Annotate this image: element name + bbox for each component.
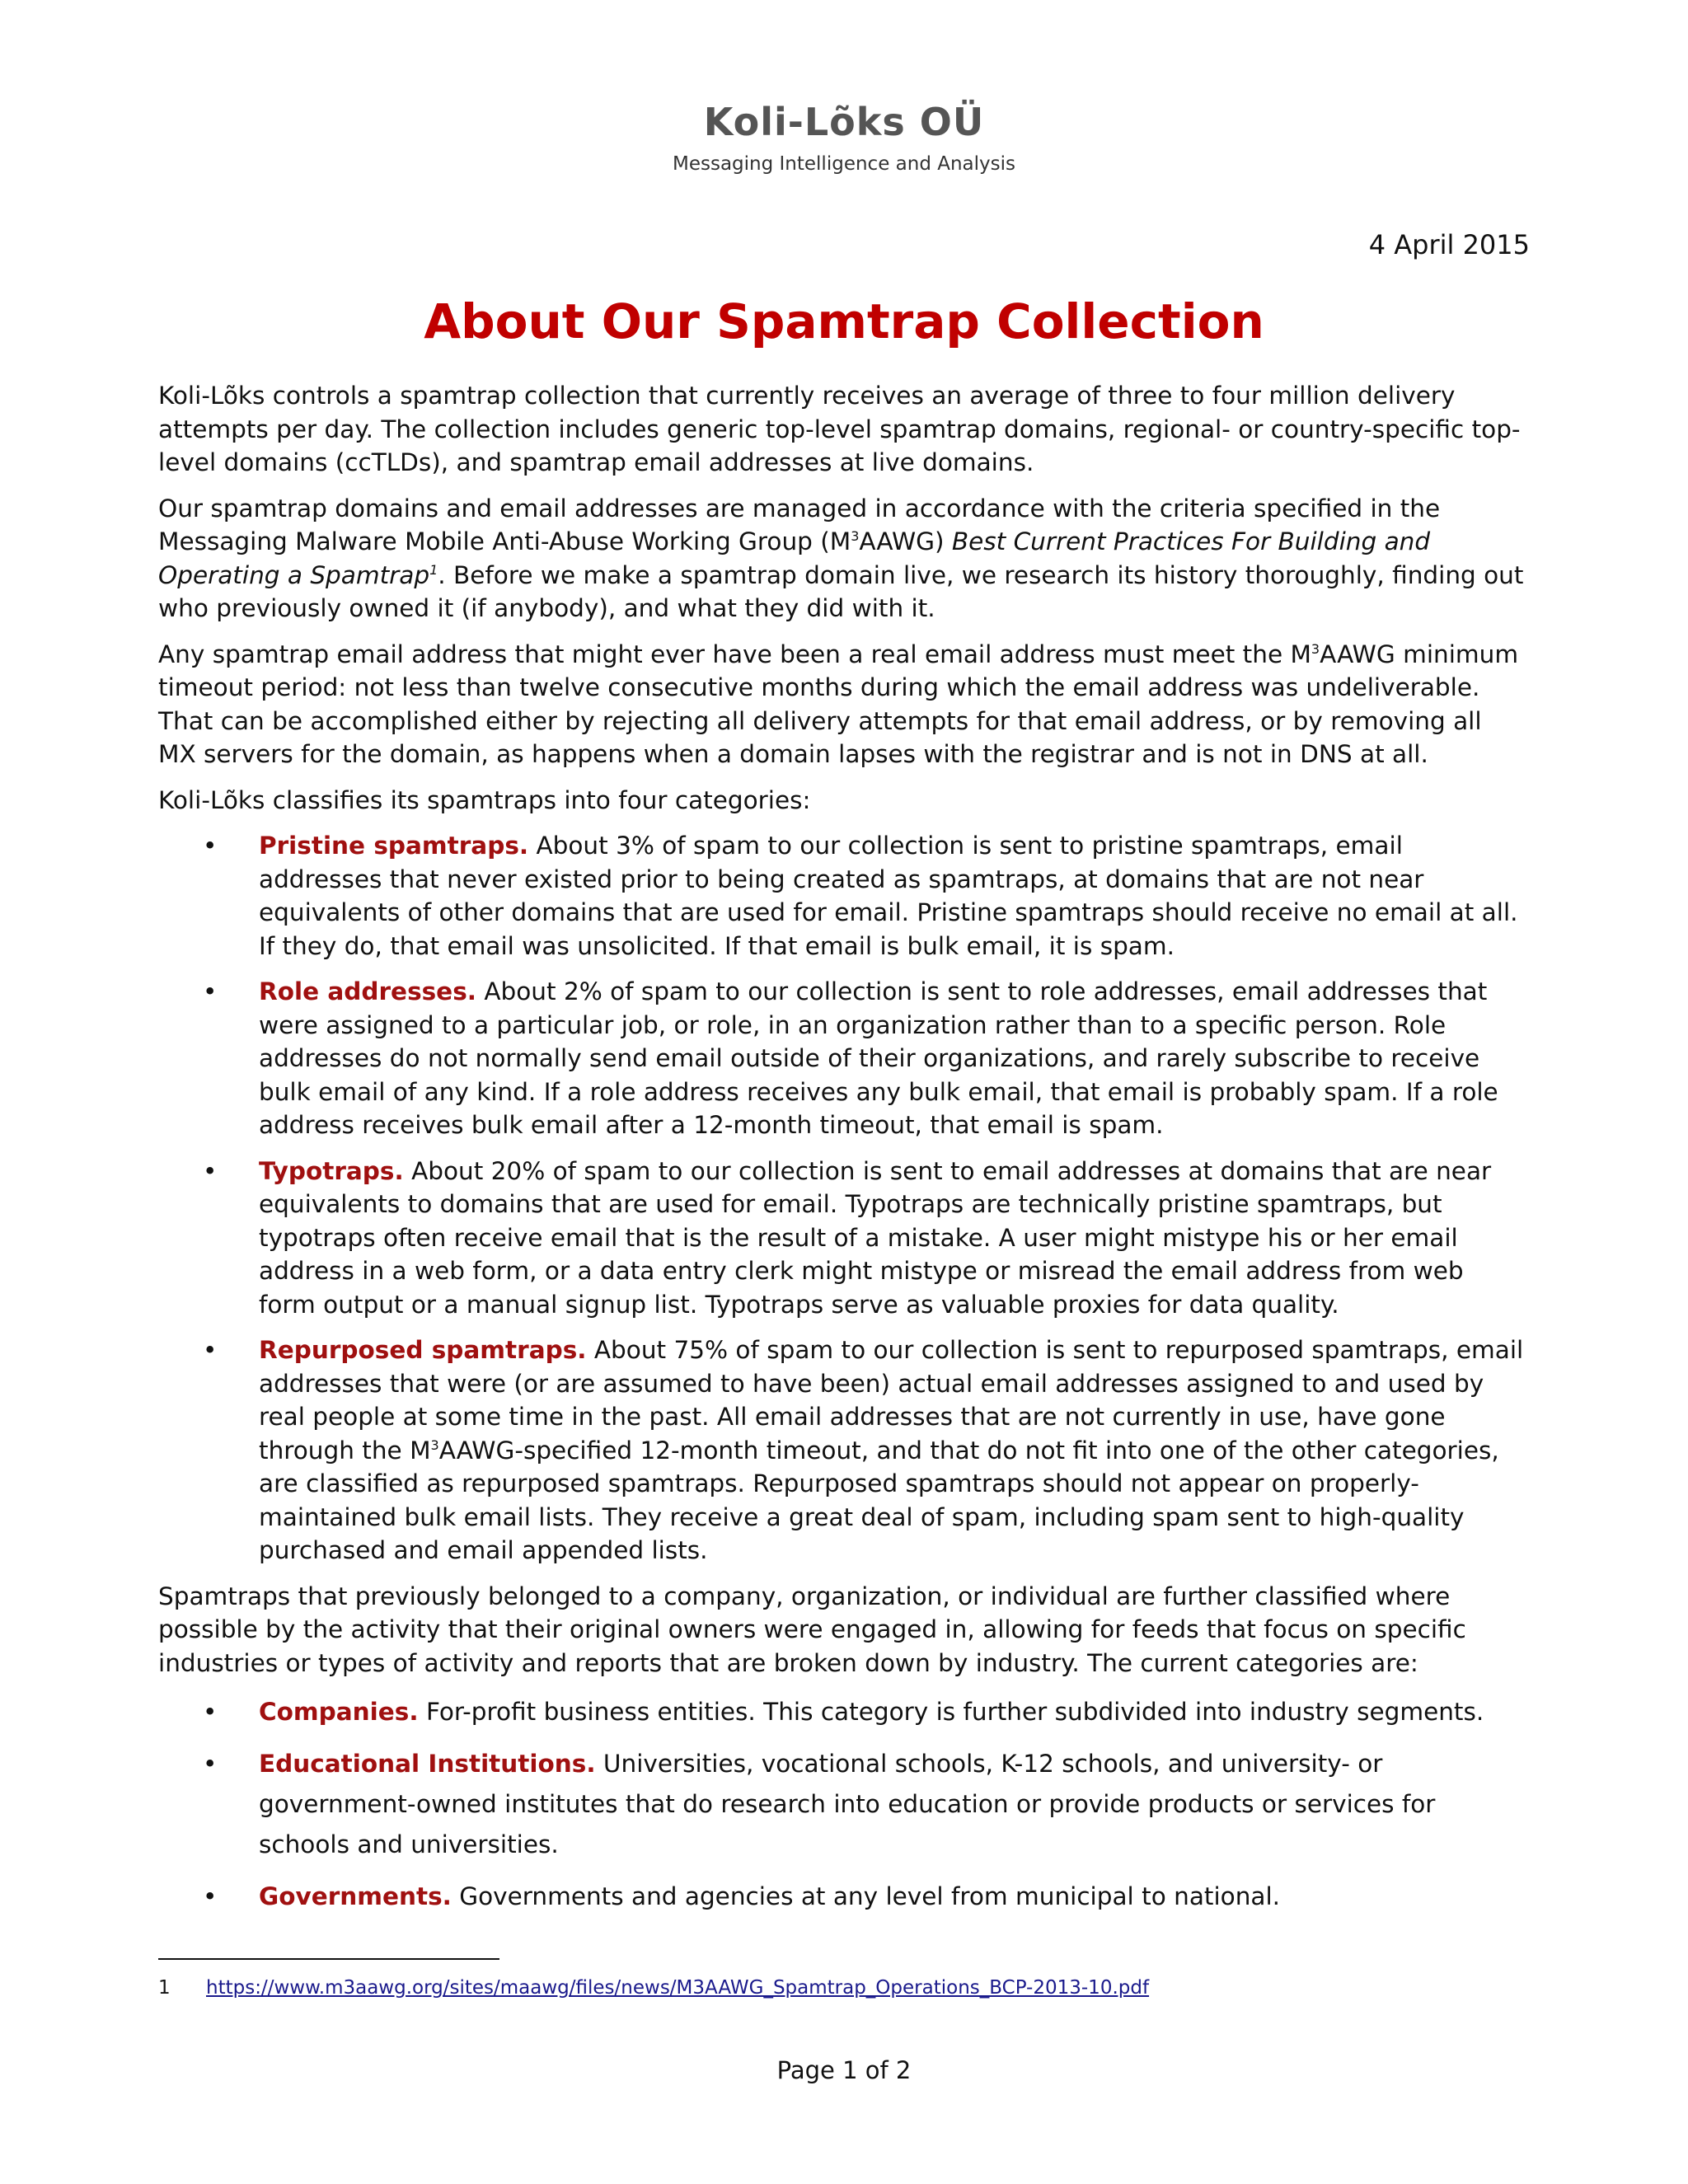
superscript-3: 3	[430, 1436, 439, 1453]
industry-categories-list	[158, 1692, 1526, 1917]
footnote-reference[interactable]	[429, 562, 438, 578]
category-text: About 75% of spam to our collection is sent to repurposed spamtraps, email addresses that were (or are assumed to have been) actual email addresses assigned to and used by real people at some time in the past. All email addresses that are not currently in use, have gone through the M	[259, 1336, 1524, 1465]
list-item	[158, 829, 1526, 963]
criteria-text-a: Our spamtrap domains and email addresses are managed in accordance with the criteria specified in the Messaging Malware Mobile Anti-Abuse Working Group (M	[158, 494, 1441, 555]
bullet: •	[203, 1882, 218, 1910]
bullet: •	[203, 977, 218, 1005]
industry-term: Educational Institutions.	[259, 1750, 596, 1778]
superscript-3: 3	[1311, 640, 1320, 657]
list-item	[158, 1692, 1526, 1732]
bullet: •	[203, 1336, 218, 1364]
bullet: •	[203, 832, 218, 860]
category-term: Repurposed spamtraps.	[259, 1336, 587, 1364]
document-title: About Our Spamtrap Collection	[424, 293, 1264, 349]
footnote-divider	[158, 1958, 499, 1960]
industry-text: Universities, vocational schools, K-12 schools, and university- or government-owned institutes that do research into education or provide products or services for schools and universities.	[259, 1750, 1436, 1858]
company-name: Koli-Lõks OÜ	[703, 100, 985, 144]
criteria-text-b: AAWG)	[859, 527, 952, 555]
category-text: About 3% of spam to our collection is sent to pristine spamtraps, email addresses that never existed prior to being created as spamtraps, at domains that are not near equivalents of other domains that are used for email. Pristine spamtraps should receive no email at all. If they do, that email was unsolicited. If that email is bulk email, it is spam.	[259, 832, 1518, 960]
industry-text: For-profit business entities. This category is further subdivided into industry segments.	[418, 1698, 1484, 1726]
category-text: About 2% of spam to our collection is sent to role addresses, email addresses that were assigned to a particular job, or role, in an organization rather than to a specific person. Role addresses do not normally send email outside of their organizations, and rarely subscribe to receive bulk email of any kind. If a role address receives any bulk email, that email is probably spam. If a role address receives bulk email after a 12-month timeout, that email is spam.	[259, 977, 1498, 1139]
category-term: Pristine spamtraps.	[259, 832, 529, 860]
criteria-text-c: . Before we make a spamtrap domain live, we research its history thoroughly, finding out who previously owned it (if anybody), and what they did with it.	[158, 560, 1524, 622]
categories-intro-paragraph: Koli-Lõks classifies its spamtraps into four categories:	[158, 785, 811, 814]
company-tagline: Messaging Intelligence and Analysis	[672, 153, 1015, 175]
footnote-reference-number: 1	[429, 561, 438, 578]
bullet: •	[203, 1750, 218, 1778]
list-item	[158, 1877, 1526, 1917]
category-term: Typotraps.	[259, 1156, 404, 1185]
bullet: •	[203, 1156, 218, 1185]
category-text: About 20% of spam to our collection is sent to email addresses at domains that are near equivalents to domains that are used for email. Typotraps are technically pristine spamtraps, but typotraps often receive email that is the result of a mistake. A user might mistype his or her email address in a web form, or a data entry clerk might mistype or misread the email address from web form output or a manual signup list. Typotraps serve as valuable proxies for data quality.	[259, 1156, 1492, 1319]
list-item	[158, 1744, 1526, 1865]
criteria-paragraph	[158, 492, 1526, 626]
industry-term: Companies.	[259, 1698, 419, 1726]
category-text-continued: AAWG-specified 12-month timeout, and that do not fit into one of the other categories, are classified as repurposed spamtraps. Repurposed spamtraps should not appear on properly-maintained bulk email lists. They receive a great deal of spam, including spam sent to high-quality purchased and email appended lists.	[259, 1436, 1499, 1564]
footnote-number: 1	[158, 1977, 171, 1999]
timeout-text-b: AAWG minimum timeout period: not less than twelve consecutive months during which the email address was undeliverable. That can be accomplished either by rejecting all delivery attempts for that email address, or by removing all MX servers for the domain, as happens when a domain lapses with the registrar and is not in DNS at all.	[158, 640, 1519, 768]
list-item	[158, 1155, 1526, 1322]
industry-paragraph: Spamtraps that previously belonged to a company, organization, or individual are further classified where possible by the activity that their original owners were engaged in, allowing for feeds that focus on specific industries or types of activity and reports that are broken down by industry. The current categories are:	[158, 1582, 1466, 1677]
list-item	[158, 1333, 1526, 1568]
bullet: •	[203, 1698, 218, 1726]
page-number: Page 1 of 2	[776, 2056, 912, 2084]
industry-term: Governments.	[259, 1882, 452, 1910]
footnote	[158, 1975, 1149, 2001]
letterhead	[0, 97, 1688, 178]
category-term: Role addresses.	[259, 977, 476, 1005]
document-body	[158, 379, 1526, 1929]
timeout-paragraph	[158, 638, 1526, 771]
industry-text: Governments and agencies at any level from municipal to national.	[451, 1882, 1281, 1910]
spamtrap-categories-list	[158, 829, 1526, 1568]
intro-paragraph: Koli-Lõks controls a spamtrap collection that currently receives an average of three to four million delivery attempts per day. The collection includes generic top-level spamtrap domains, regional- or country-specific top-level domains (ccTLDs), and spamtrap email addresses at live domains.	[158, 382, 1521, 476]
list-item	[158, 975, 1526, 1142]
timeout-text-a: Any spamtrap email address that might ever have been a real email address must meet the M	[158, 640, 1311, 668]
bcp-document-title: Best Current Practices For Building and Operating a Spamtrap	[158, 527, 1431, 589]
footnote-link[interactable]: https://www.m3aawg.org/sites/maawg/files/news/M3AAWG_Spamtrap_Operations_BCP-2013-10.pdf	[206, 1977, 1150, 1999]
superscript-3: 3	[851, 528, 860, 545]
document-date: 4 April 2015	[1368, 229, 1530, 260]
